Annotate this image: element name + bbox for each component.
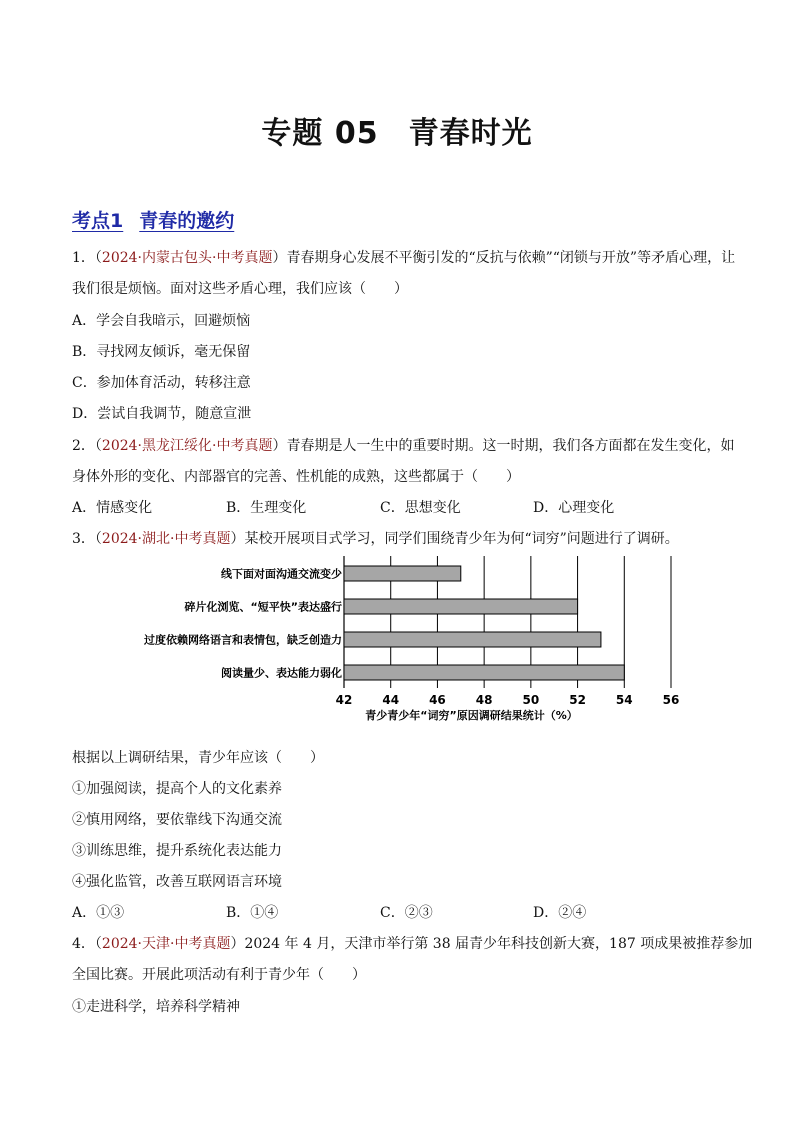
section-heading: 考点1 青春的邀约 <box>72 210 235 232</box>
question-4-stem-line-2: 全国比赛。开展此项活动有利于青少年（ ） <box>72 967 366 983</box>
question-4-item-1: ①走进科学，培养科学精神 <box>72 999 240 1015</box>
bar-3 <box>344 632 601 647</box>
question-2-option-c: C．思想变化 <box>380 500 461 516</box>
page-title: 专题 05 青春时光 <box>261 116 533 151</box>
bar-1 <box>344 566 461 581</box>
x-tick-label: 54 <box>615 693 633 707</box>
question-3-stem-line-1: 3．（2024·湖北·中考真题）某校开展项目式学习，同学们围绕青少年为何“词穷”问题进行了调研。 <box>72 531 679 547</box>
category-label-2: 碎片化浏览、“短平快”表达盛行 <box>184 600 342 614</box>
question-3-item-1: ①加强阅读，提高个人的文化素养 <box>72 781 282 797</box>
question-3-option-b: B．①④ <box>226 905 279 921</box>
x-tick-label: 46 <box>429 693 446 707</box>
category-label-1: 线下面对面沟通交流变少 <box>221 567 342 581</box>
x-tick-label: 56 <box>662 693 680 707</box>
question-2-option-b: B．生理变化 <box>226 500 307 516</box>
question-3-option-a: A．①③ <box>72 905 125 921</box>
question-1-option-a: A．学会自我暗示，回避烦恼 <box>72 313 251 329</box>
question-1-option-b: B．寻找网友倾诉，毫无保留 <box>72 344 251 360</box>
question-1-stem-line-2: 我们很是烦恼。面对这些矛盾心理，我们应该（ ） <box>72 281 408 297</box>
question-3-source: 2024·湖北·中考真题 <box>101 531 231 547</box>
bar-4 <box>344 665 624 680</box>
survey-bar-chart <box>72 552 712 732</box>
x-tick-label: 50 <box>522 693 540 707</box>
category-label-4: 阅读量少、表达能力弱化 <box>221 666 342 680</box>
question-3-item-2: ②慎用网络，要依靠线下沟通交流 <box>72 812 282 828</box>
x-axis-title: 青少青少年“词穷”原因调研结果统计（%） <box>365 709 578 722</box>
x-tick-label: 48 <box>475 693 493 707</box>
question-2-stem-line-2: 身体外形的变化、内部器官的完善、性机能的成熟，这些都属于（ ） <box>72 469 520 485</box>
question-1-option-d: D．尝试自我调节，随意宣泄 <box>72 406 252 422</box>
question-3-option-c: C．②③ <box>380 905 433 921</box>
question-1-option-c: C．参加体育活动，转移注意 <box>72 375 251 391</box>
category-label-3: 过度依赖网络语言和表情包，缺乏创造力 <box>144 633 342 647</box>
question-4-stem-line-1: 4．（2024·天津·中考真题）2024 年 4 月，天津市举行第 38 届青少年科技创新大赛，187 项成果被推荐参加 <box>72 936 753 952</box>
x-tick-label: 44 <box>382 693 400 707</box>
question-2-option-d: D．心理变化 <box>533 500 615 516</box>
question-3-prompt: 根据以上调研结果，青少年应该（ ） <box>72 750 324 766</box>
question-1-source: 2024·内蒙古包头·中考真题 <box>101 250 273 266</box>
question-4-source: 2024·天津·中考真题 <box>101 936 231 952</box>
question-2-stem-line-1: 2．（2024·黑龙江绥化·中考真题）青春期是人一生中的重要时期。这一时期，我们各方面都在发生变化，如 <box>72 438 735 454</box>
question-3-item-4: ④强化监管，改善互联网语言环境 <box>72 874 282 890</box>
question-3-item-3: ③训练思维，提升系统化表达能力 <box>72 843 282 859</box>
question-3-option-d: D．②④ <box>533 905 587 921</box>
question-1-stem-line-1: 1．（2024·内蒙古包头·中考真题）青春期身心发展不平衡引发的“反抗与依赖”“闭锁与开放”等矛盾心理，让 <box>72 250 736 266</box>
question-2-option-a: A．情感变化 <box>72 500 153 516</box>
x-tick-label: 42 <box>335 693 353 707</box>
question-2-source: 2024·黑龙江绥化·中考真题 <box>101 438 273 454</box>
bar-2 <box>344 599 578 614</box>
x-tick-label: 52 <box>569 693 586 707</box>
